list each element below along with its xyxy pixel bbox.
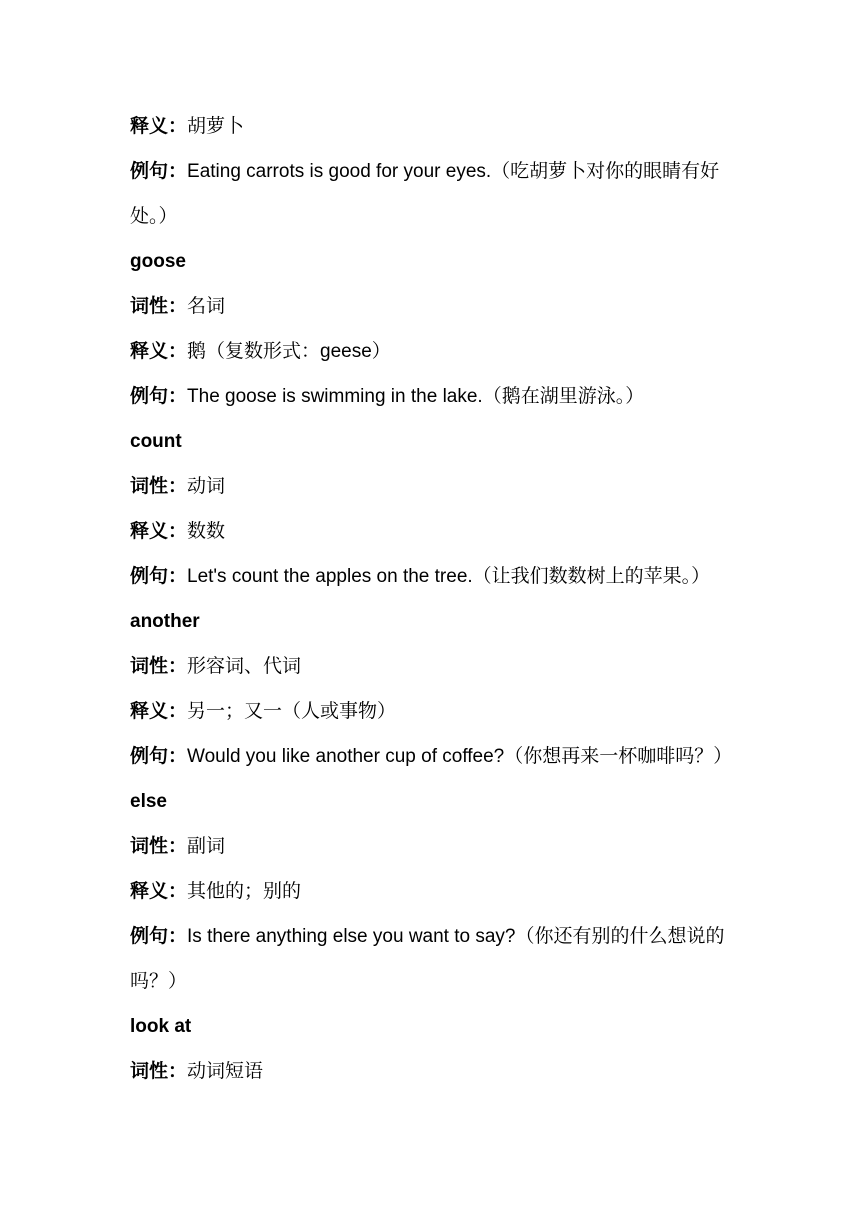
example-line xyxy=(130,554,740,599)
field-text: Eating carrots is good for your eyes.（吃胡萝卜对你的眼睛有好处。） xyxy=(130,161,720,227)
part-of-speech-line xyxy=(130,824,740,869)
field-label: 词性： xyxy=(130,1061,188,1082)
field-text: Let's count the apples on the tree.（让我们数数树上的苹果。） xyxy=(187,566,711,587)
field-label: 释义： xyxy=(130,521,188,542)
definition-line xyxy=(130,329,740,374)
field-text: 其他的；别的 xyxy=(187,881,302,902)
field-label: 词性： xyxy=(130,476,188,497)
field-label: 例句： xyxy=(130,566,188,587)
field-text: 鹅（复数形式：geese） xyxy=(187,341,391,362)
example-line xyxy=(130,374,740,419)
field-text: 副词 xyxy=(187,836,226,857)
field-text: 数数 xyxy=(187,521,226,542)
field-text: 形容词、代词 xyxy=(187,656,302,677)
field-label: 例句： xyxy=(130,746,188,767)
headword: count xyxy=(130,431,182,452)
field-text: 动词 xyxy=(187,476,226,497)
field-text: 另一；又一（人或事物） xyxy=(187,701,397,722)
field-label: 释义： xyxy=(130,341,188,362)
headword: else xyxy=(130,791,167,812)
field-label: 释义： xyxy=(130,881,188,902)
example-line xyxy=(130,149,740,239)
field-text: 胡萝卜 xyxy=(187,116,245,137)
definition-line xyxy=(130,689,740,734)
field-label: 例句： xyxy=(130,161,188,182)
part-of-speech-line xyxy=(130,464,740,509)
headword: goose xyxy=(130,251,186,272)
vocabulary-list xyxy=(130,104,740,1094)
definition-line xyxy=(130,104,740,149)
field-label: 释义： xyxy=(130,116,188,137)
headword: another xyxy=(130,611,200,632)
field-text: 名词 xyxy=(187,296,226,317)
field-label: 词性： xyxy=(130,296,188,317)
part-of-speech-line xyxy=(130,284,740,329)
part-of-speech-line xyxy=(130,1049,740,1094)
field-label: 词性： xyxy=(130,836,188,857)
part-of-speech-line xyxy=(130,644,740,689)
example-line xyxy=(130,734,740,779)
field-label: 例句： xyxy=(130,386,188,407)
field-label: 词性： xyxy=(130,656,188,677)
field-text: Is there anything else you want to say?（你还有别的什么想说的吗？） xyxy=(130,926,725,992)
field-text: 动词短语 xyxy=(187,1061,264,1082)
example-line xyxy=(130,914,740,1004)
field-label: 释义： xyxy=(130,701,188,722)
definition-line xyxy=(130,869,740,914)
field-text: The goose is swimming in the lake.（鹅在湖里游泳。） xyxy=(187,386,645,407)
field-label: 例句： xyxy=(130,926,188,947)
field-text: Would you like another cup of coffee?（你想再来一杯咖啡吗？） xyxy=(187,746,733,767)
headword: look at xyxy=(130,1016,192,1037)
definition-line xyxy=(130,509,740,554)
